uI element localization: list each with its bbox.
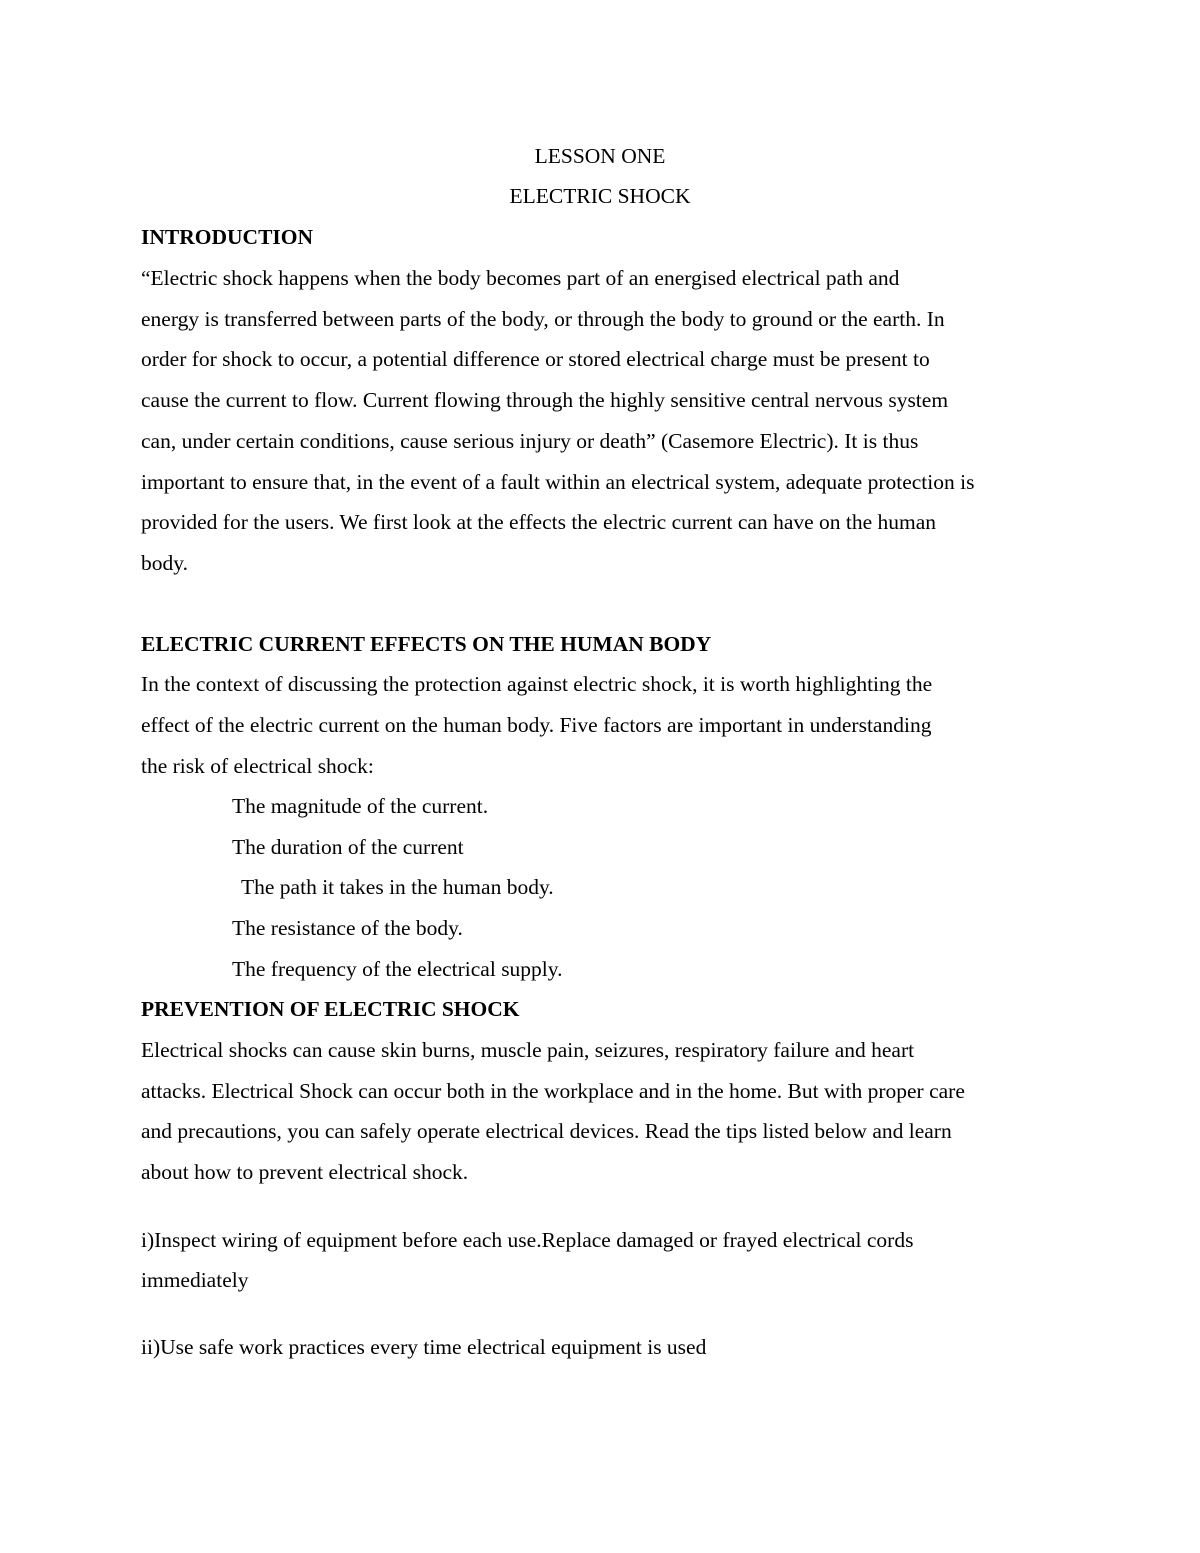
effects-heading: ELECTRIC CURRENT EFFECTS ON THE HUMAN BODY — [141, 632, 712, 656]
introduction-line: important to ensure that, in the event of a fault within an electrical system, adequate protection is — [141, 470, 975, 494]
tip-line: i)Inspect wiring of equipment before each use.Replace damaged or frayed electrical cords — [141, 1228, 914, 1252]
prevention-heading: PREVENTION OF ELECTRIC SHOCK — [141, 997, 520, 1021]
introduction-line: body. — [141, 551, 188, 575]
lesson-title: LESSON ONE — [534, 144, 666, 168]
factor-item: The resistance of the body. — [232, 916, 463, 940]
factor-item: The frequency of the electrical supply. — [232, 957, 563, 981]
tip-line: ii)Use safe work practices every time electrical equipment is used — [141, 1335, 707, 1359]
factor-item: The magnitude of the current. — [232, 794, 489, 818]
tip-line: immediately — [141, 1268, 249, 1292]
effects-line: In the context of discussing the protection against electric shock, it is worth highlighting the — [141, 672, 933, 696]
topic-title: ELECTRIC SHOCK — [509, 184, 691, 208]
effects-line: the risk of electrical shock: — [141, 754, 374, 778]
introduction-line: “Electric shock happens when the body becomes part of an energised electrical path and — [141, 266, 900, 290]
factor-item: The duration of the current — [232, 835, 464, 859]
factor-item: The path it takes in the human body. — [241, 875, 554, 899]
introduction-line: can, under certain conditions, cause serious injury or death” (Casemore Electric). It is thus — [141, 429, 919, 453]
introduction-line: provided for the users. We first look at the effects the electric current can have on the human — [141, 510, 937, 534]
prevention-line: and precautions, you can safely operate electrical devices. Read the tips listed below and learn — [141, 1119, 952, 1143]
introduction-line: energy is transferred between parts of the body, or through the body to ground or the earth. In — [141, 307, 945, 331]
prevention-line: Electrical shocks can cause skin burns, muscle pain, seizures, respiratory failure and heart — [141, 1038, 915, 1062]
prevention-line: attacks. Electrical Shock can occur both in the workplace and in the home. But with proper care — [141, 1079, 965, 1103]
effects-line: effect of the electric current on the human body. Five factors are important in understanding — [141, 713, 932, 737]
introduction-heading: INTRODUCTION — [141, 225, 314, 249]
prevention-line: about how to prevent electrical shock. — [141, 1160, 469, 1184]
introduction-line: cause the current to flow. Current flowing through the highly sensitive central nervous system — [141, 388, 949, 412]
introduction-line: order for shock to occur, a potential difference or stored electrical charge must be present to — [141, 347, 930, 371]
